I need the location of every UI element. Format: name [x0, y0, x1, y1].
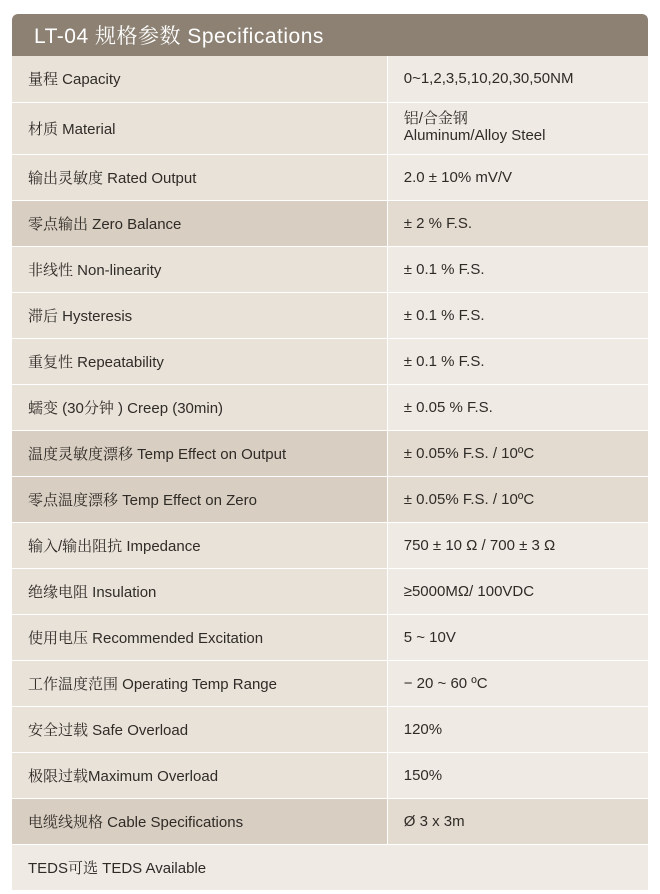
- row-label: 电缆线规格 Cable Specifications: [12, 798, 387, 844]
- row-label: 温度灵敏度漂移 Temp Effect on Output: [12, 430, 387, 476]
- row-label: 极限过载Maximum Overload: [12, 752, 387, 798]
- row-label: 输出灵敏度 Rated Output: [12, 154, 387, 200]
- table-row: [12, 338, 648, 384]
- title-bar: [12, 14, 648, 56]
- table-row: [12, 614, 648, 660]
- row-label: 使用电压 Recommended Excitation: [12, 614, 387, 660]
- row-value: ± 0.1 % F.S.: [387, 292, 648, 338]
- table-row: [12, 292, 648, 338]
- row-label: 滞后 Hysteresis: [12, 292, 387, 338]
- row-label: 非线性 Non-linearity: [12, 246, 387, 292]
- row-label: 蠕变 (30分钟 ) Creep (30min): [12, 384, 387, 430]
- table-row: [12, 568, 648, 614]
- row-value: Ø 3 x 3m: [387, 798, 648, 844]
- row-label: 零点温度漂移 Temp Effect on Zero: [12, 476, 387, 522]
- row-value: ± 0.05 % F.S.: [387, 384, 648, 430]
- row-value: 2.0 ± 10% mV/V: [387, 154, 648, 200]
- row-label: 输入/输出阻抗 Impedance: [12, 522, 387, 568]
- table-row-footer: [12, 844, 648, 890]
- table-row: [12, 56, 648, 102]
- table-row: [12, 522, 648, 568]
- row-value: ± 0.1 % F.S.: [387, 338, 648, 384]
- table-row: [12, 430, 648, 476]
- page-title: LT-04 规格参数 Specifications: [34, 25, 324, 48]
- table-row: [12, 384, 648, 430]
- row-value: 750 ± 10 Ω / 700 ± 3 Ω: [387, 522, 648, 568]
- row-value: ± 0.05% F.S. / 10ºC: [387, 476, 648, 522]
- row-label: 绝缘电阻 Insulation: [12, 568, 387, 614]
- table-row: [12, 246, 648, 292]
- table-row: [12, 798, 648, 844]
- row-value: ± 0.1 % F.S.: [387, 246, 648, 292]
- table-row: [12, 102, 648, 154]
- row-value-line2: Aluminum/Alloy Steel: [403, 127, 546, 144]
- table-row: [12, 706, 648, 752]
- footer-row-label: TEDS可选 TEDS Available: [12, 844, 648, 890]
- row-value: 5 ~ 10V: [387, 614, 648, 660]
- row-value-line1: 铝/合金钢: [403, 110, 468, 128]
- row-value: 0~1,2,3,5,10,20,30,50NM: [387, 56, 648, 102]
- row-value: − 20 ~ 60 ºC: [387, 660, 648, 706]
- row-label: 量程 Capacity: [12, 56, 387, 102]
- row-value: ± 0.05% F.S. / 10ºC: [387, 430, 648, 476]
- specifications-table: [12, 56, 648, 891]
- row-value: ≥5000MΩ/ 100VDC: [387, 568, 648, 614]
- row-value: 150%: [387, 752, 648, 798]
- row-value: [387, 102, 648, 154]
- row-value: 120%: [387, 706, 648, 752]
- table-row: [12, 200, 648, 246]
- row-label: 材质 Material: [12, 102, 387, 154]
- table-row: [12, 154, 648, 200]
- row-label: 工作温度范围 Operating Temp Range: [12, 660, 387, 706]
- row-label: 重复性 Repeatability: [12, 338, 387, 384]
- row-label: 安全过载 Safe Overload: [12, 706, 387, 752]
- table-row: [12, 476, 648, 522]
- table-row: [12, 660, 648, 706]
- table-row: [12, 752, 648, 798]
- row-value: ± 2 % F.S.: [387, 200, 648, 246]
- row-label: 零点输出 Zero Balance: [12, 200, 387, 246]
